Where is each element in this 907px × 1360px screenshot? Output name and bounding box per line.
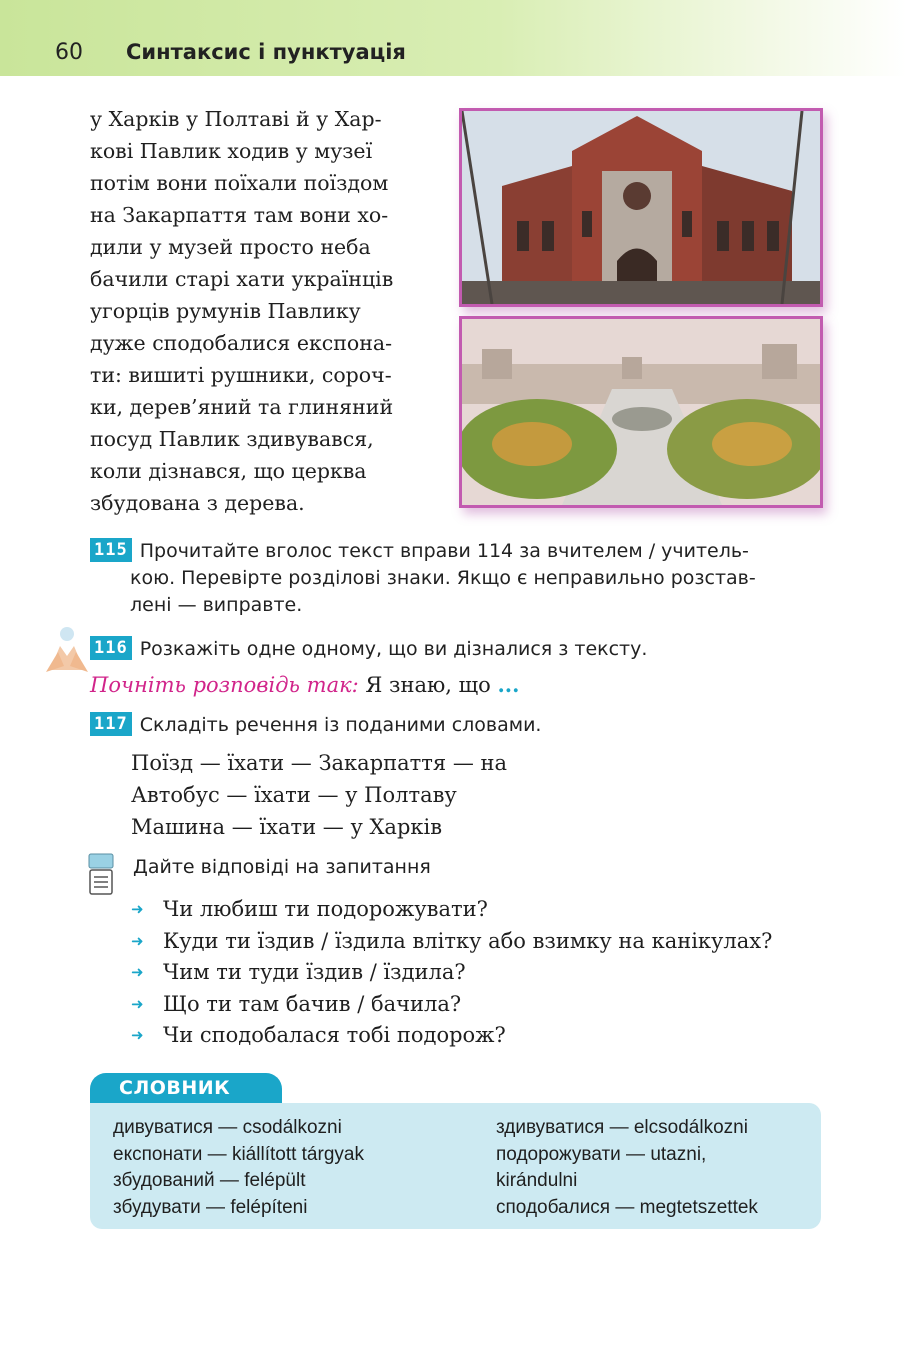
passage-line: ти: вишиті рушники, сороч- [90,363,392,387]
sentence-words: Машина — їхати — у Харків [131,815,443,839]
vocabulary-entry: здивуватися — elcsodálkozni [496,1117,748,1138]
vocabulary-entry: експонати — kiállított tárgyak [113,1143,364,1165]
passage-line: кові Павлик ходив у музеї [90,139,373,163]
exercise-115-line-2: кою. Перевірте розділові знаки. Якщо є неправильно розстав- [130,567,756,589]
exercise-116-text: Розкажіть одне одному, що ви дізналися з тексту. [139,638,648,660]
exercise-number-badge: 116 [90,636,132,660]
passage-line: коли дізнався, що церква [90,459,367,483]
vocabulary-entry: збудований — felépült [113,1170,306,1191]
exercise-116 [90,636,647,663]
arrow-icon: ➜ [131,1026,144,1044]
passage-line: угорців румунів Павлику [90,299,361,323]
passage-line: дили у музей просто неба [90,235,371,259]
vocabulary-entry: дивуватися — csodálkozni [113,1117,342,1138]
city-square-photo [459,316,823,508]
chapter-title: Синтаксис і пунктуація [126,40,406,64]
passage-text [90,103,435,519]
arrow-icon: ➜ [131,931,144,950]
passage-line: потім вони поїхали поїздом [90,171,389,195]
passage-line: на Закарпаття там вони хо- [90,203,389,227]
story-start-ellipsis: ... [497,672,520,697]
sentence-words: Поїзд — їхати — Закарпаття — на [131,751,508,775]
pair-work-icon [44,626,90,674]
arrow-icon: ➜ [131,994,144,1013]
vocabulary-column-2 [496,1115,758,1221]
page-header [0,0,907,76]
vocabulary-entry: kirándulni [496,1170,578,1191]
question-item: ➜ Що ти там бачив / бачила? [131,989,772,1021]
question-item: ➜ Чи любиш ти подорожувати? [131,894,772,926]
questions-list-icon [87,852,115,896]
arrow-icon: ➜ [131,963,144,981]
city-square-illustration [462,319,820,505]
story-start-label: Почніть розповідь так: [90,673,359,697]
questions-title: Дайте відповіді на запитання [133,856,431,878]
vocabulary-entry: збудувати — felépíteni [113,1196,308,1218]
passage-line: у Харків у Полтаві й у Хар- [90,107,382,131]
story-start-text: Я знаю, що [365,673,491,697]
exercise-115 [90,538,822,619]
museum-building-illustration [462,111,820,304]
passage-line: ки, дерев’яний та глиняний [90,395,394,419]
exercise-115-line-3: лені — виправте. [130,594,303,616]
questions-list [131,894,772,1052]
passage-line: бачили старі хати українців [90,267,394,291]
passage-line: збудована з дерева. [90,491,305,515]
sentence-words: Автобус — їхати — у Полтаву [131,783,457,807]
page-number: 60 [55,40,83,65]
vocabulary-entry: сподобалися — megtetszettek [496,1196,758,1218]
vocabulary-entry: подорожувати — utazni, [496,1143,707,1165]
exercise-117-text: Складіть речення із поданими словами. [139,714,542,736]
passage-line: посуд Павлик здивувався, [90,427,374,451]
vocabulary-title: СЛОВНИК [119,1077,231,1099]
arrow-icon: ➜ [131,900,144,918]
exercise-115-line-1: Прочитайте вголос текст вправи 114 за вчителем / учитель- [139,540,749,562]
story-start-prompt [90,672,519,697]
exercise-number-badge: 117 [90,712,132,736]
word-sentences [131,747,507,843]
question-item: ➜ Чим ти туди їздив / їздила? [131,957,772,989]
exercise-117 [90,712,541,739]
question-item: ➜ Куди ти їздив / їздила влітку або взимку на канікулах? [131,926,772,958]
vocabulary-column-1 [113,1115,364,1221]
exercise-number-badge: 115 [90,538,132,562]
passage-line: дуже сподобалися експона- [90,331,393,355]
question-item: ➜ Чи сподобалася тобі подорож? [131,1020,772,1052]
museum-building-photo [459,108,823,307]
